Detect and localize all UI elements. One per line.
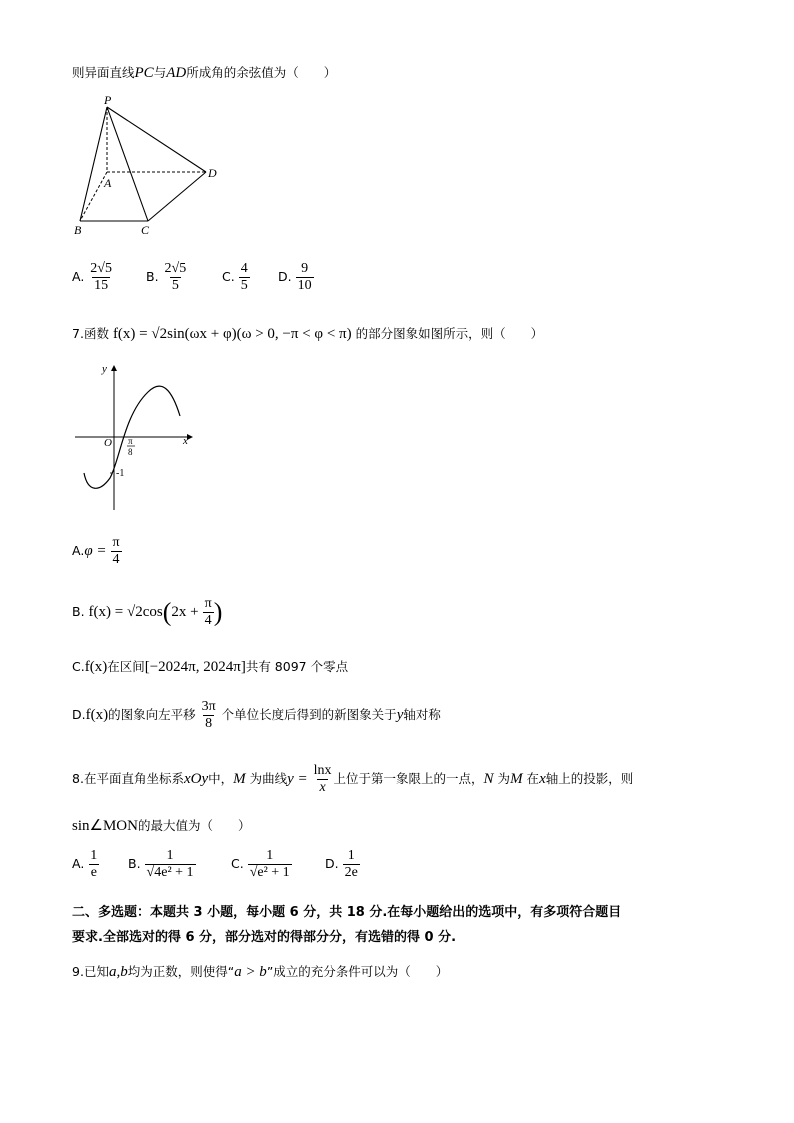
label-p: P xyxy=(104,93,112,107)
label-pi: π xyxy=(128,436,133,446)
label-c: C xyxy=(141,223,150,237)
q7-stem: 7.函数 f(x) = √2sin(ωx + φ)(ω > 0, −π < φ < π) 的部分图象如图所示，则（ ） xyxy=(72,326,544,342)
label-a: A xyxy=(104,176,112,190)
q9-stem: 9.已知a,b均为正数，则使得“a > b”成立的充分条件可以为（ ） xyxy=(72,964,449,980)
edge-cd xyxy=(148,172,206,221)
q6-option-c[interactable]: C. $\frac{4}{5}$ xyxy=(222,261,248,293)
q8-stem: 8.在平面直角坐标系xOy中，M 为曲线y = $\frac{\ln x}{x}$ 上位于第一象限上的一点，N 为M 在x轴上的投影，则 xyxy=(72,763,634,795)
edge-pb xyxy=(80,107,107,221)
section-heading-line1: 二、多选题：本题共 3 小题，每小题 6 分，共 18 分.在每小题给出的选项中，有多项符合题目 xyxy=(72,905,622,920)
q6-stem: 则异面直线PC与AD所成角的余弦值为（ ） xyxy=(72,65,337,81)
label-y: y xyxy=(102,363,107,375)
sine-graph xyxy=(70,360,200,515)
q8-option-b[interactable]: B. $\frac{1}{\text{√4e² + 1}}$ xyxy=(128,848,194,880)
label-origin: O xyxy=(104,437,112,449)
label-x: x xyxy=(183,435,188,447)
q7-option-d[interactable]: D.f(x)的图象向左平移 $\frac{3\pi}{8}$ 个单位长度后得到的新图象关于y轴对称 xyxy=(72,699,441,731)
label-d: D xyxy=(208,166,217,180)
q6-option-b[interactable]: B. $\frac{2√5}{5}$ xyxy=(146,261,187,293)
q7-option-c[interactable]: C.f(x)在区间[−2024π, 2024π]共有 8097 个零点 xyxy=(72,659,349,675)
edge-pd xyxy=(107,107,206,172)
section-heading-line2: 要求.全部选对的得 6 分，部分选对的得部分分，有选错的得 0 分. xyxy=(72,930,457,945)
q7-option-a[interactable]: A.φ = $\frac{\pi}{4}$ xyxy=(72,535,120,567)
edge-pc xyxy=(107,107,148,221)
q6-option-a[interactable]: A. $\frac{2√5}{15}$ xyxy=(72,261,112,293)
label-minus1: -1 xyxy=(116,468,125,479)
edge-ab xyxy=(80,172,107,221)
label-b: B xyxy=(74,223,82,237)
label-eight: 8 xyxy=(128,447,133,457)
q8-option-a[interactable]: A. $\frac{1}{e}$ xyxy=(72,848,98,880)
q8-stem-line2: sin∠MON的最大值为（ ） xyxy=(72,818,251,834)
q7-option-b[interactable]: B. f(x) = √2cos(2x + $\frac{\pi}{4}$ ) xyxy=(72,596,223,628)
q6-option-d[interactable]: D. $\frac{9}{10}$ xyxy=(278,261,312,293)
pyramid-figure xyxy=(70,92,230,240)
q8-option-d[interactable]: D. $\frac{1}{2e}$ xyxy=(325,848,358,880)
q8-option-c[interactable]: C. $\frac{1}{\text{√e² + 1}}$ xyxy=(231,848,290,880)
